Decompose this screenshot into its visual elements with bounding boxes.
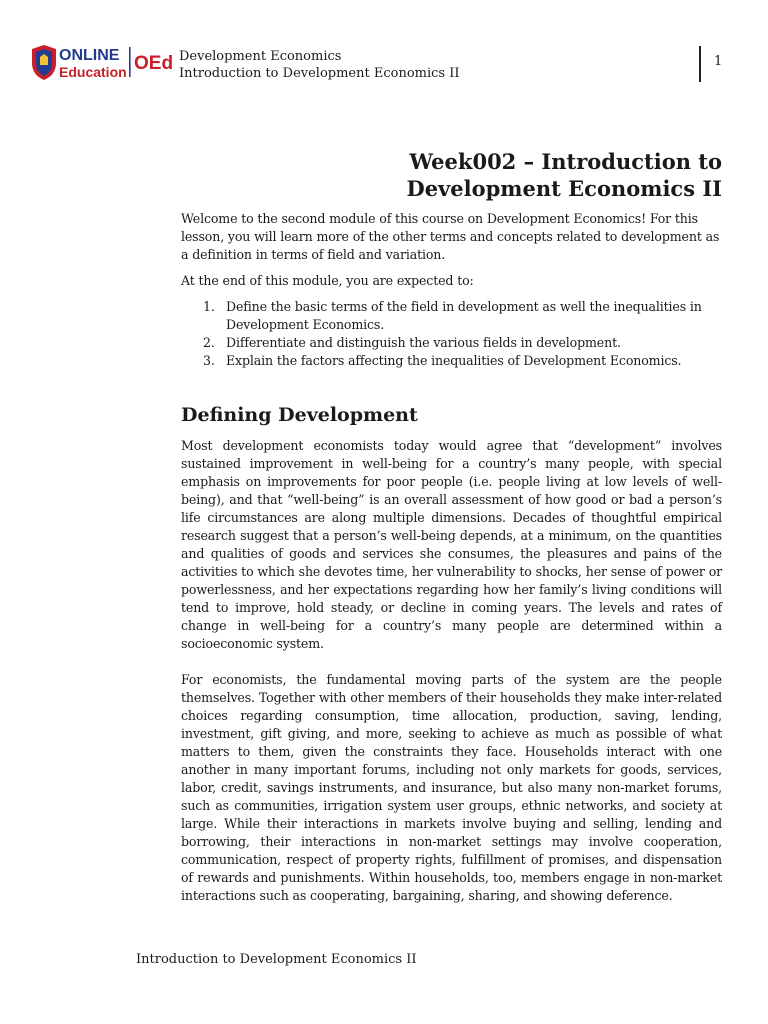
section-body: [181, 437, 722, 923]
svg-text:Education: Education: [59, 64, 127, 80]
page-title: [282, 148, 722, 202]
page-number: 1: [714, 54, 723, 69]
list-number: 1.: [203, 299, 215, 314]
expected-paragraph: At the end of this module, you are expected to:: [181, 273, 474, 288]
objectives-list: [181, 298, 722, 370]
list-item: [181, 352, 722, 370]
list-text: Explain the factors affecting the inequalities of Development Economics.: [226, 353, 682, 368]
header-course: Development Economics: [179, 49, 342, 64]
list-number: 3.: [203, 353, 215, 368]
intro-section: [181, 210, 722, 370]
list-item: [181, 334, 722, 352]
page-footer: Introduction to Development Economics II: [136, 952, 417, 967]
list-text: Differentiate and distinguish the various fields in development.: [226, 335, 621, 350]
svg-text:OEd: OEd: [134, 53, 174, 74]
title-line-1: Week002 – Introduction to: [409, 149, 722, 174]
online-education-logo: [30, 43, 178, 81]
svg-text:ONLINE: ONLINE: [59, 47, 120, 64]
section-heading: Defining Development: [181, 404, 418, 426]
welcome-paragraph: Welcome to the second module of this course on Development Economics! For this lesson, you will learn more of the other terms and concepts related to development as a definition in terms of field and variation.: [181, 211, 720, 262]
header-subtitle: Introduction to Development Economics II: [179, 66, 460, 81]
body-paragraph: Most development economists today would agree that “development” involves sustained improvement in well-being for a country’s many people, with special emphasis on improvements for poor people (i.e. people living at low levels of well-being), and that “well-being” is an overall assessment of how good or bad a person’s life circumstances are along multiple dimensions. Decades of thoughtful empirical research suggest that a person’s well-being depends, at a minimum, on the quantities and qualities of goods and services she consumes, the pleasures and pains of the activities to which she devotes time, her vulnerability to shocks, her sense of power or powerlessness, and her expectations regarding how her family’s living conditions will tend to improve, hold steady, or decline in coming years. The levels and rates of change in well-being for a country’s many people are determined within a socioeconomic system.: [181, 438, 722, 651]
list-item: [181, 298, 722, 334]
title-line-2: Development Economics II: [406, 176, 722, 201]
list-text: Define the basic terms of the field in development as well the inequalities in Development Economics.: [226, 299, 702, 332]
list-number: 2.: [203, 335, 215, 350]
document-header: [179, 48, 460, 82]
body-paragraph: For economists, the fundamental moving parts of the system are the people themselves. Together with other members of their households they make inter-related choices regarding consumption, time allocation, production, saving, lending, investment, gift giving, and more, seeking to achieve as much as possible of what matters to them, given the constraints they face. Households interact with one another in many important forums, including not only markets for goods, services, labor, credit, savings instruments, and insurance, but also many non-market forums, such as communities, irrigation system user groups, ethnic networks, and society at large. While their interactions in markets involve buying and selling, lending and borrowing, their interactions in non-market settings may involve cooperation, communication, respect of property rights, fulfillment of promises, and dispensation of rewards and punishments. Within households, too, members engage in non-market interactions such as cooperating, bargaining, sharing, and showing deference.: [181, 672, 722, 903]
header-divider: [699, 46, 701, 82]
